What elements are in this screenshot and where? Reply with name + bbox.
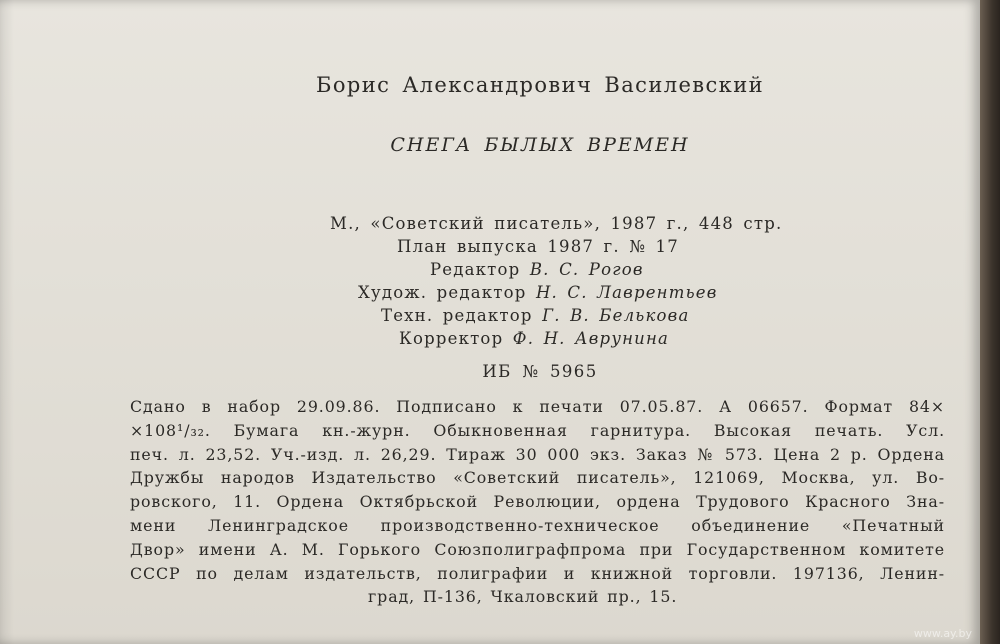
imprint-line: ровского, 11. Ордена Октябрьской Революции, ордена Трудового Красного Зна- [130,492,945,512]
imprint-line: печ. л. 23,52. Уч.-изд. л. 26,29. Тираж 30 000 экз. Заказ № 573. Цена 2 р. Ордена [130,444,945,464]
imprint-block [130,395,945,609]
proofreader-name: Ф. Н. Аврунина [512,329,670,348]
ib-number: ИБ № 5965 [482,362,598,381]
watermark: www.ay.by [913,627,972,640]
imprint-line: СССР по делам издательств, полиграфии и книжной торговли. 197136, Ленин- [130,563,945,583]
editor-line [0,258,1000,281]
imprint-line: Двор» имени А. М. Горького Союзполиграфпрома при Государственном комитете [130,539,945,559]
art-editor-line [0,281,1000,304]
imprint-line: Сдано в набор 29.09.86. Подписано к печати 07.05.87. А 06657. Формат 84× [130,397,945,416]
editor-label: Редактор [430,260,521,279]
proofreader-label: Корректор [399,329,504,348]
credits-block [0,212,1000,350]
art-editor-name: Н. С. Лаврентьев [535,283,718,302]
editor-name: В. С. Рогов [529,260,644,279]
author-name: Борис Александрович Василевский [315,73,764,97]
book-spine-edge [980,0,1000,644]
book-title: СНЕГА БЫЛЫХ ВРЕМЕН [390,134,690,156]
publisher-line: М., «Советский писатель», 1987 г., 448 стр. [330,214,783,233]
proofreader-line [0,327,1000,350]
tech-editor-line [0,304,1000,327]
imprint-line: Дружбы народов Издательство «Советский писатель», 121069, Москва, ул. Во- [130,468,945,488]
tech-editor-label: Техн. редактор [381,306,533,325]
plan-line: План выпуска 1987 г. № 17 [397,237,679,256]
imprint-line: мени Ленинградское производственно-техническое объединение «Печатный [130,515,945,535]
art-editor-label: Худож. редактор [358,283,527,302]
imprint-line: ×108¹/₃₂. Бумага кн.-журн. Обыкновенная гарнитура. Высокая печать. Усл. [130,420,945,440]
tech-editor-name: Г. В. Белькова [542,306,690,325]
imprint-line: град, П-136, Чкаловский пр., 15. [368,587,678,607]
